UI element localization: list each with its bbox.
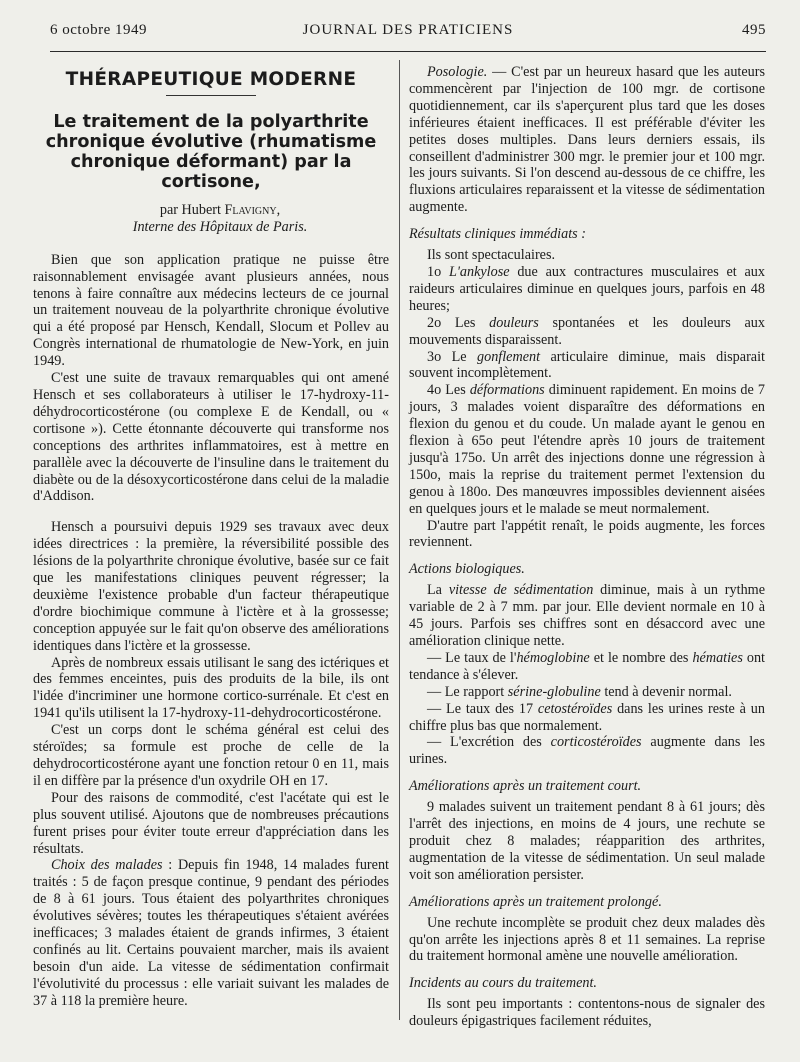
header-rule bbox=[50, 51, 766, 52]
paragraph: Après de nombreux essais utilisant le sang des ictériques et des femmes enceintes, puis des produits de la bile, ils ont l'idée d'incriminer une hormone cortico-surrénale. Et c'est en 1941 qu'ils utilisent la 17-hydroxy-11-dehydrocorticostérone. bbox=[33, 654, 389, 722]
paragraph: Bien que son application pratique ne puisse être raisonnablement envisagée avant plusieurs années, nous tenons à faire connaître aux médecins lecteurs de ce journal un traitement nouveau de la polyarthrite chronique évolutive qui a été proposé par Hensch, Kendall, Slocum et Pollev au Congrès international de rhumatologie de New-York, en juin 1949. bbox=[33, 251, 389, 370]
author-name: Flavigny bbox=[224, 201, 277, 218]
header-page-number: 495 bbox=[742, 22, 766, 38]
affiliation: Interne des Hôpitaux de Paris. bbox=[132, 218, 308, 235]
section-rule bbox=[166, 95, 256, 96]
paragraph: Ils sont spectaculaires. bbox=[427, 247, 556, 264]
subheading: Améliorations après un traitement court. bbox=[409, 778, 642, 795]
subheading: Actions biologiques. bbox=[409, 561, 525, 578]
paragraph: — Le rapport sérine-globuline tend à devenir normal. bbox=[427, 683, 732, 700]
paragraph: 3o Le gonflement articulaire diminue, mais disparait souvent incomplètement. bbox=[409, 348, 765, 382]
byline: par Hubert Flavigny, bbox=[159, 201, 281, 218]
subheading: Résultats cliniques immédiats : bbox=[409, 226, 586, 243]
paragraph: — Le taux des 17 cetostéroïdes dans les urines reste à un chiffre plus bas que normalement. bbox=[409, 700, 765, 734]
paragraph: — L'excrétion des corticostéroïdes augmente dans les urines. bbox=[409, 734, 766, 768]
column-separator bbox=[399, 60, 400, 1020]
paragraph: Pour des raisons de commodité, c'est l'acétate qui est le plus souvent utilisé. Ajoutons que de nombreuses précautions furent prises pour éviter toute erreur d'appréciation dans les résultats. bbox=[33, 789, 389, 857]
section-title: THÉRAPEUTIQUE MODERNE bbox=[65, 69, 357, 90]
paragraph: Hensch a poursuivi depuis 1929 ses travaux avec deux idées directrices : la première, la réversibilité possible des lésions de la polyarthrite chronique évolutive, basée sur ce fait que les manifestations cliniques peuvent régresser; la deuxième l'existence probable d'un facteur thérapeutique d'ordre biochimique commune à l'ictère et à la grossesse; conception appuyée sur le fait qu'on observe des améliorations identiques dans l'ictère et la grossesse. bbox=[33, 519, 389, 654]
paragraph: C'est une suite de travaux remarquables qui ont amené Hensch et ses collaborateurs à utiliser le 17-hydroxy-11-déhydrocorticostérone (ou complexe E de Kendall, ou « cortisone »). Cette étonnante découverte qui transforme nos conceptions des arthrites inflammatoires, est à mettre en parallèle avec la découverte de l'insuline dans le traitement du diabète ou de la désoxycorticostérone dans celui de la maladie d'Addison. bbox=[33, 370, 389, 505]
paragraph: 4o Les déformations diminuent rapidement. En moins de 7 jours, 3 malades voient disparaître des déformations en flexion du genou et du coude. Un malade ayant le genou en flexion à 65o peut l'étendre après 10 jours de traitement jusqu'à 175o. Un arrêt des injections donne une régression à 150o, mais la reprise du traitement permet l'extension du genou à 180o. Des manœuvres impossibles deviennent aisées en quelques jours et le malade se meut normalement. bbox=[409, 382, 765, 517]
article-title: Le traitement de la polyarthrite chronique évolutive (rhumatisme chronique déformant) par la cortisone, bbox=[45, 111, 377, 192]
paragraph: C'est un corps dont le schéma général est celui des stéroïdes; sa formule est proche de celle de la dehydrocorticostérone ayant une fonction retour 0 en 11, mais il en diffère par la présence d'un oxydrile OH en 17. bbox=[33, 722, 389, 789]
paragraph: Ils sont peu importants : contentons-nous de signaler des douleurs épigastriques facilement réduites, bbox=[409, 996, 765, 1030]
paragraph: 1o L'ankylose due aux contractures musculaires et aux raideurs articulaires diminue en quelques jours, parfois en 48 heures; bbox=[409, 263, 765, 314]
inline-label: Choix des malades bbox=[51, 857, 163, 874]
header-journal-title: JOURNAL DES PRATICIENS bbox=[302, 22, 514, 38]
right-column bbox=[409, 64, 765, 1030]
subheading: Incidents au cours du traitement. bbox=[409, 975, 597, 992]
paragraph: La vitesse de sédimentation diminue, mais à un rythme variable de 2 à 7 mm. par jour. Elle devient normale en 10 à 45 jours. Parfois ses chiffres sont en désaccord avec une amélioration clinique nette. bbox=[409, 582, 765, 649]
paragraph: D'autre part l'appétit renaît, le poids augmente, les forces reviennent. bbox=[409, 517, 765, 551]
paragraph: — Le taux de l'hémoglobine et le nombre des hématies ont tendance à s'élever. bbox=[409, 649, 765, 683]
subheading: Améliorations après un traitement prolongé. bbox=[409, 893, 662, 910]
left-column bbox=[33, 64, 389, 1010]
paragraph: Posologie. — C'est par un heureux hasard que les auteurs commencèrent par l'injection de 100 mgr. de cortisone quotidiennement, car ils s'aperçurent plus tard que les doses inférieures étaient inefficaces. Il est préférable d'éviter les petites doses multiples. Dans leurs derniers essais, ils conseillent d'administrer 300 mgr. le premier jour et 100 mgr. les jours suivants. Si l'on descend au-dessous de ce chiffre, les fluxions articulaires reparaissent et la vitesse de sédimentation augmente. bbox=[409, 64, 765, 216]
paragraph: 9 malades suivent un traitement pendant 8 à 61 jours; dès l'arrêt des injections, en moins de 4 jours, une rechute se produit chez 8 malades; réapparition des arthrites, augmentation de la vitesse de sédimentation. Un seul malade voit son amélioration persister. bbox=[409, 799, 765, 883]
paragraph: Une rechute incomplète se produit chez deux malades dès qu'on arrête les injections après 8 et 11 semaines. La reprise du traitement hormonal amène une nouvelle amélioration. bbox=[409, 914, 765, 965]
header-date: 6 octobre 1949 bbox=[50, 22, 147, 38]
paragraph: 2o Les douleurs spontanées et les douleurs aux mouvements disparaissent. bbox=[409, 314, 765, 348]
paragraph: Choix des malades : Depuis fin 1948, 14 malades furent traités : 5 de façon presque continue, 9 pendant des périodes de 8 à 61 jours. Tous étaient des polyarthrites chroniques évolutives sévères; toutes les thérapeutiques s'étaient avérées inefficaces; 3 malades étaient de grands infirmes, 3 étaient confinés au lit. Certains pouvaient marcher, mais ils avaient besoin d'un aide. La vitesse de sédimentation confirmait l'évolutivité du processus : elle variait suivant les malades de 37 à 118 la première heure. bbox=[33, 857, 389, 1009]
inline-label: Posologie. bbox=[427, 64, 488, 80]
